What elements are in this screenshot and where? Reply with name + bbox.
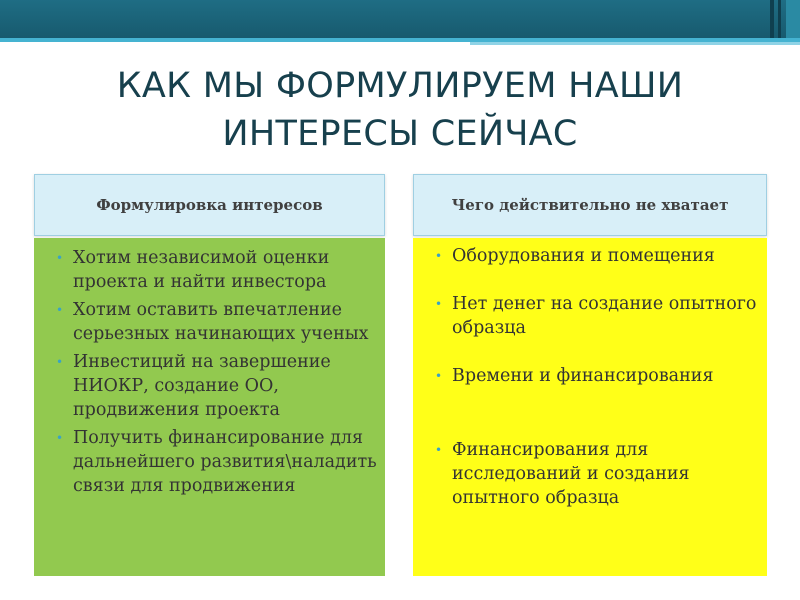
bullet-icon: • bbox=[56, 355, 64, 369]
list-item bbox=[433, 244, 761, 268]
right-column-panel bbox=[413, 238, 767, 576]
decor-stripe bbox=[786, 0, 800, 38]
decor-accent-line-light bbox=[470, 42, 800, 45]
list-item-text: Инвестиций на завершение НИОКР, создание ОО, продвижения проекта bbox=[73, 352, 331, 420]
bullet-icon: • bbox=[435, 297, 443, 311]
list-item bbox=[54, 246, 379, 294]
list-item-text: Нет денег на создание опытного образца bbox=[452, 294, 757, 338]
decor-stripe bbox=[770, 0, 774, 38]
list-item-text: Оборудования и помещения bbox=[452, 246, 715, 266]
bullet-icon: • bbox=[56, 303, 64, 317]
slide-title-line-2: ИНТЕРЕСЫ СЕЙЧАС bbox=[222, 114, 578, 154]
list-item-text: Получить финансирование для дальнейшего развития\наладить связи для продвижения bbox=[73, 428, 377, 496]
left-bullet-list bbox=[54, 246, 379, 498]
right-bullet-list bbox=[433, 244, 761, 510]
right-column-header: Чего действительно не хватает bbox=[413, 174, 767, 236]
bullet-icon: • bbox=[435, 369, 443, 383]
left-column-header: Формулировка интересов bbox=[34, 174, 385, 236]
slide-title-line-1: КАК МЫ ФОРМУЛИРУЕМ НАШИ bbox=[116, 66, 684, 106]
bullet-icon: • bbox=[56, 251, 64, 265]
list-item bbox=[54, 298, 379, 346]
list-item bbox=[433, 292, 761, 340]
list-item-text: Времени и финансирования bbox=[452, 366, 714, 386]
list-item bbox=[54, 426, 379, 498]
bullet-icon: • bbox=[56, 431, 64, 445]
list-item bbox=[54, 350, 379, 422]
top-decor-band bbox=[0, 0, 800, 38]
slide-title bbox=[40, 62, 760, 158]
bullet-icon: • bbox=[435, 443, 443, 457]
left-column-panel bbox=[34, 238, 385, 576]
list-item-text: Финансирования для исследований и создания опытного образца bbox=[452, 440, 690, 508]
list-item bbox=[433, 364, 761, 388]
list-item bbox=[433, 438, 761, 510]
list-item-text: Хотим независимой оценки проекта и найти инвестора bbox=[73, 248, 330, 292]
bullet-icon: • bbox=[435, 249, 443, 263]
decor-stripe bbox=[778, 0, 781, 38]
list-item-text: Хотим оставить впечатление серьезных начинающих ученых bbox=[73, 300, 369, 344]
